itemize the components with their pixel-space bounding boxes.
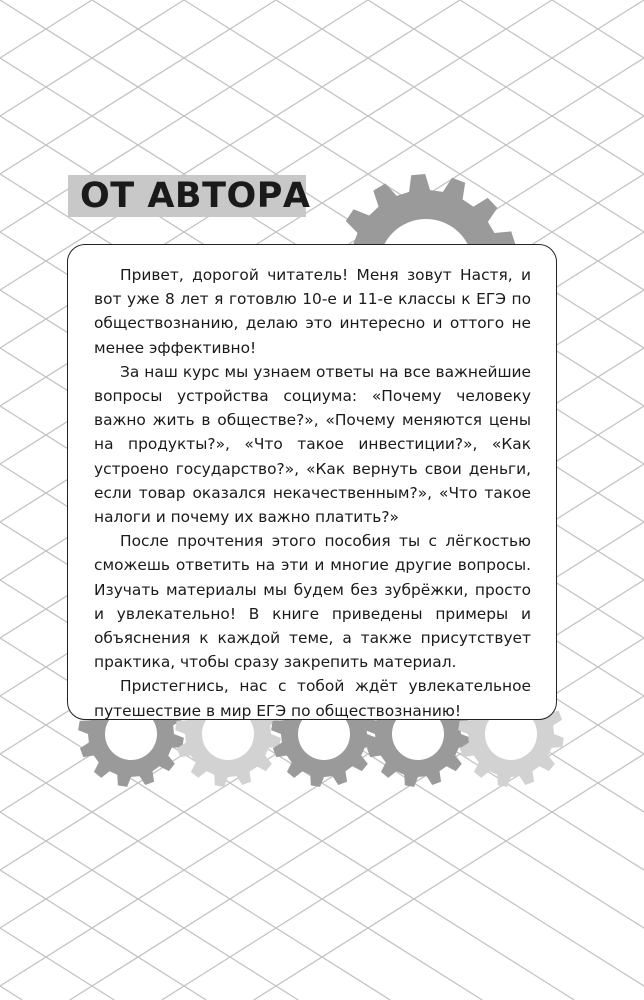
grid-line	[0, 0, 22, 1000]
paragraph: Пристегнись, нас с тобой ждёт увлекательное путешествие в мир ЕГЭ по обществознанию!	[94, 677, 531, 720]
grid-line	[552, 0, 644, 1000]
paragraph: За наш курс мы узнаем ответы на все важнейшие вопросы устройства социума: «Почему человеку важно жить в обществе?», «Почему меняются цены на продукты?», «Что такое инвестиции?», «Как устроено государство?», «Как вернуть свои деньги, если товар оказался некачественным?», «Что такое налоги и почему их важно платить?»	[94, 362, 531, 527]
author-note-card	[67, 244, 557, 720]
paragraph: После прочтения этого пособия ты с лёгкостью сможешь ответить на эти и многие другие вопросы. Изучать материалы мы будем без зубрёжки, просто и увлекательно! В книге приведены примеры и объяснения к каждой теме, а также присутствует практика, чтобы сразу закрепить материал.	[94, 532, 531, 672]
paragraph: Привет, дорогой читатель! Меня зовут Настя, и вот уже 8 лет я готовлю 10-е и 11-е классы к ЕГЭ по обществознанию, делаю это интересно и оттого не менее эффективно!	[94, 266, 531, 357]
page-title: ОТ АВТОРА	[80, 176, 311, 216]
